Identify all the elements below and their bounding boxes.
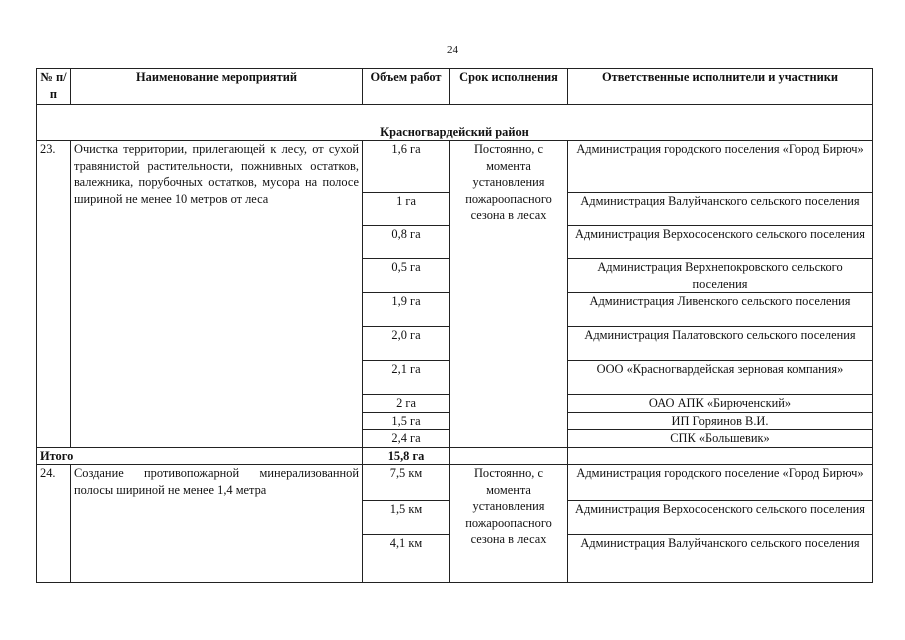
header-volume: Объем работ bbox=[363, 69, 450, 105]
district-row bbox=[37, 105, 873, 141]
header-num: № п/п bbox=[37, 69, 71, 105]
volume-cell: 2,0 га bbox=[363, 327, 450, 361]
total-row bbox=[37, 447, 873, 465]
responsible-cell: Администрация Ливенского сельского поселения bbox=[568, 293, 873, 327]
item-num: 24. bbox=[37, 465, 71, 583]
header-name: Наименование мероприятий bbox=[71, 69, 363, 105]
district-title: Красногвардейский район bbox=[37, 105, 873, 141]
volume-cell: 1,6 га bbox=[363, 141, 450, 193]
volume-cell: 4,1 км bbox=[363, 535, 450, 583]
header-responsible: Ответственные исполнители и участники bbox=[568, 69, 873, 105]
responsible-cell: Администрация Верхососенского сельского поселения bbox=[568, 501, 873, 535]
responsible-cell: Администрация Валуйчанского сельского поселения bbox=[568, 193, 873, 226]
total-label: Итого bbox=[37, 447, 363, 465]
term-cell: Постоянно, с момента установления пожароопасного сезона в лесах bbox=[450, 465, 568, 583]
item-num: 23. bbox=[37, 141, 71, 448]
volume-cell: 2 га bbox=[363, 395, 450, 413]
total-value: 15,8 га bbox=[363, 447, 450, 465]
empty-cell bbox=[568, 447, 873, 465]
responsible-cell: СПК «Большевик» bbox=[568, 430, 873, 448]
term-cell: Постоянно, с момента установления пожароопасного сезона в лесах bbox=[450, 141, 568, 448]
responsible-cell: Администрация Верхнепокровского сельского поселения bbox=[568, 259, 873, 293]
volume-cell: 0,5 га bbox=[363, 259, 450, 293]
measures-table bbox=[36, 68, 873, 583]
table-row bbox=[37, 465, 873, 501]
responsible-cell: Администрация Палатовского сельского поселения bbox=[568, 327, 873, 361]
volume-cell: 1 га bbox=[363, 193, 450, 226]
responsible-cell: ИП Горяинов В.И. bbox=[568, 412, 873, 430]
volume-cell: 1,5 га bbox=[363, 412, 450, 430]
table-row bbox=[37, 141, 873, 193]
responsible-cell: Администрация городского поселения «Город Бирюч» bbox=[568, 141, 873, 193]
responsible-cell: ОАО АПК «Бирюченский» bbox=[568, 395, 873, 413]
volume-cell: 1,5 км bbox=[363, 501, 450, 535]
header-term: Срок исполнения bbox=[450, 69, 568, 105]
responsible-cell: Администрация Валуйчанского сельского поселения bbox=[568, 535, 873, 583]
volume-cell: 2,4 га bbox=[363, 430, 450, 448]
table-header-row bbox=[37, 69, 873, 105]
responsible-cell: ООО «Красногвардейская зерновая компания» bbox=[568, 361, 873, 395]
item-name: Очистка территории, прилегающей к лесу, от сухой травянистой растительности, пожнивных остатков, валежника, порубочных остатков, мусора на полосе шириной не менее 10 метров от леса bbox=[71, 141, 363, 448]
responsible-cell: Администрация Верхососенского сельского поселения bbox=[568, 226, 873, 259]
responsible-cell: Администрация городского поселение «Город Бирюч» bbox=[568, 465, 873, 501]
volume-cell: 2,1 га bbox=[363, 361, 450, 395]
item-name: Создание противопожарной минерализованной полосы шириной не менее 1,4 метра bbox=[71, 465, 363, 583]
volume-cell: 1,9 га bbox=[363, 293, 450, 327]
empty-cell bbox=[450, 447, 568, 465]
volume-cell: 0,8 га bbox=[363, 226, 450, 259]
page-number: 24 bbox=[447, 44, 458, 56]
volume-cell: 7,5 км bbox=[363, 465, 450, 501]
